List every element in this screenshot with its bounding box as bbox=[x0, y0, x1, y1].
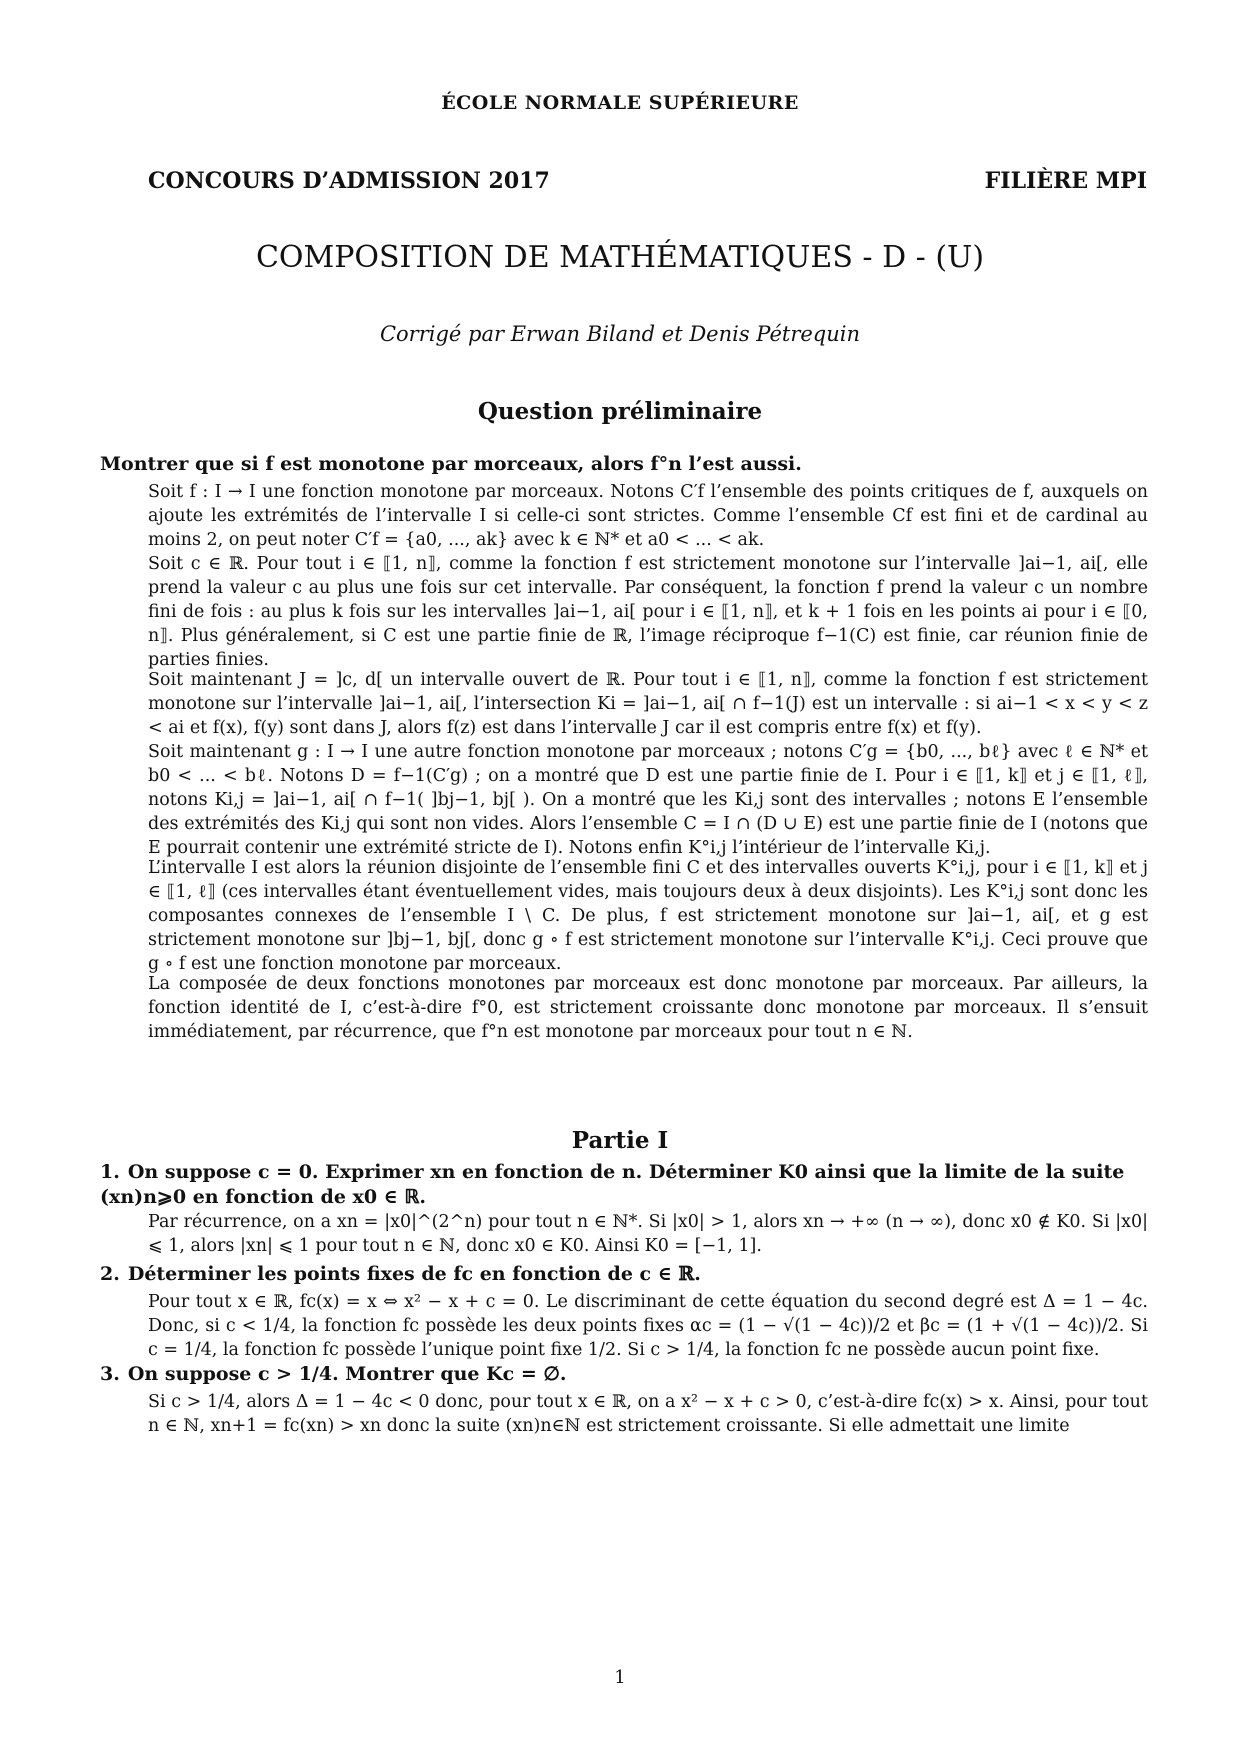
question-number: 2. bbox=[100, 1263, 120, 1285]
filiere-label: FILIÈRE MPI bbox=[984, 168, 1147, 194]
paragraph-5: L’intervalle I est alors la réunion disjointe de l’ensemble fini C et des intervalles ouverts K°i,j, pour i ∈ ⟦1, k⟧ et j ∈ ⟦1, ℓ⟧ (ces intervalles étant éventuellement vides, mais toujours deux à deux disjoints). Les K°i,j sont donc les composantes connexes de l’ensemble I \ C. De plus, f est strictement monotone sur ]ai−1, ai[, et g est strictement monotone sur ]bj−1, bj[, donc g ∘ f est strictement monotone sur l’intervalle K°i,j. Ceci prouve que g ∘ f est une fonction monotone par morceaux. bbox=[148, 858, 1148, 974]
question-text: On suppose c > 1/4. Montrer que Kc = ∅. bbox=[127, 1363, 567, 1385]
question-1 bbox=[100, 1160, 1150, 1209]
question-number: 3. bbox=[100, 1363, 120, 1385]
answer-2: Pour tout x ∈ ℝ, fc(x) = x ⇔ x² − x + c = 0. Le discriminant de cette équation du second degré est Δ = 1 − 4c. Donc, si c < 1/4, la fonction fc possède les deux points fixes αc = (1 − √(1 − 4c))/2 et βc = (1 + √(1 − 4c))/2. Si c = 1/4, la fonction fc possède l’unique point fixe 1/2. Si c > 1/4, la fonction fc ne possède aucun point fixe. bbox=[148, 1292, 1148, 1360]
partie-title: Partie I bbox=[571, 1127, 669, 1154]
paragraph-6: La composée de deux fonctions monotones par morceaux est donc monotone par morceaux. Par ailleurs, la fonction identité de I, c’est-à-dire f°0, est strictement croissante donc monotone par morceaux. Il s’ensuit immédiatement, par récurrence, que f°n est monotone par morceaux pour tout n ∈ ℕ. bbox=[148, 974, 1148, 1042]
preliminary-title: Question préliminaire bbox=[477, 398, 763, 425]
question-3 bbox=[100, 1362, 1150, 1387]
question-2 bbox=[100, 1262, 1150, 1287]
paragraph-3: Soit maintenant J = ]c, d[ un intervalle ouvert de ℝ. Pour tout i ∈ ⟦1, n⟧, comme la fonction f est strictement monotone sur l’intervalle ]ai−1, ai[, l’intersection Ki = ]ai−1, ai[ ∩ f−1(J) est un intervalle : si ai−1 < x < y < z < ai et f(x), f(y) sont dans J, alors f(z) est dans l’intervalle J car il est compris entre f(x) et f(y). bbox=[148, 670, 1148, 738]
preliminary-question: Montrer que si f est monotone par morceaux, alors f°n l’est aussi. bbox=[100, 453, 802, 475]
answer-3: Si c > 1/4, alors Δ = 1 − 4c < 0 donc, pour tout x ∈ ℝ, on a x² − x + c > 0, c’est-à-dire fc(x) > x. Ainsi, pour tout n ∈ ℕ, xn+1 = fc(xn) > xn donc la suite (xn)n∈ℕ est strictement croissante. Si elle admettait une limite bbox=[148, 1392, 1148, 1436]
page-number: 1 bbox=[614, 1667, 626, 1688]
question-text: On suppose c = 0. Exprimer xn en fonction de n. Déterminer K0 ainsi que la limite de la suite (xn)n⩾0 en fonction de x0 ∈ ℝ. bbox=[100, 1161, 1125, 1208]
document-title: COMPOSITION DE MATHÉMATIQUES - D - (U) bbox=[255, 240, 985, 275]
author-line: Corrigé par Erwan Biland et Denis Pétrequin bbox=[379, 322, 861, 346]
school-name: ÉCOLE NORMALE SUPÉRIEURE bbox=[441, 92, 799, 114]
question-number: 1. bbox=[100, 1161, 120, 1183]
question-text: Déterminer les points fixes de fc en fonction de c ∈ ℝ. bbox=[127, 1263, 701, 1285]
answer-1: Par récurrence, on a xn = |x0|^(2^n) pour tout n ∈ ℕ*. Si |x0| > 1, alors xn → +∞ (n → ∞), donc x0 ∉ K0. Si |x0| ⩽ 1, alors |xn| ⩽ 1 pour tout n ∈ ℕ, donc x0 ∈ K0. Ainsi K0 = [−1, 1]. bbox=[148, 1212, 1148, 1256]
concours-label: CONCOURS D’ADMISSION 2017 bbox=[148, 168, 550, 194]
paragraph-1: Soit f : I → I une fonction monotone par morceaux. Notons C′f l’ensemble des points critiques de f, auxquels on ajoute les extrémités de l’intervalle I si celle-ci sont strictes. Comme l’ensemble Cf est fini et de cardinal au moins 2, on peut noter C′f = {a0, ..., ak} avec k ∈ ℕ* et a0 < ... < ak. bbox=[148, 482, 1148, 550]
paragraph-2: Soit c ∈ ℝ. Pour tout i ∈ ⟦1, n⟧, comme la fonction f est strictement monotone sur l’intervalle ]ai−1, ai[, elle prend la valeur c au plus une fois sur cet intervalle. Par conséquent, la fonction f prend la valeur c un nombre fini de fois : au plus k fois sur les intervalles ]ai−1, ai[ pour i ∈ ⟦1, n⟧, et k + 1 fois en les points ai pour i ∈ ⟦0, n⟧. Plus généralement, si C est une partie finie de ℝ, l’image réciproque f−1(C) est finie, car réunion finie de parties finies. bbox=[148, 554, 1148, 670]
paragraph-4: Soit maintenant g : I → I une autre fonction monotone par morceaux ; notons C′g = {b0, ..., bℓ} avec ℓ ∈ ℕ* et b0 < ... < bℓ. Notons D = f−1(C′g) ; on a montré que D est une partie finie de I. Pour i ∈ ⟦1, k⟧ et j ∈ ⟦1, ℓ⟧, notons Ki,j = ]ai−1, ai[ ∩ f−1( ]bj−1, bj[ ). On a montré que les Ki,j sont des intervalles ; notons E l’ensemble des extrémités des Ki,j qui sont non vides. Alors l’ensemble C = I ∩ (D ∪ E) est une partie finie de I (notons que E pourrait contenir une extrémité stricte de I). Notons enfin K°i,j l’intérieur de l’intervalle Ki,j. bbox=[148, 742, 1148, 858]
